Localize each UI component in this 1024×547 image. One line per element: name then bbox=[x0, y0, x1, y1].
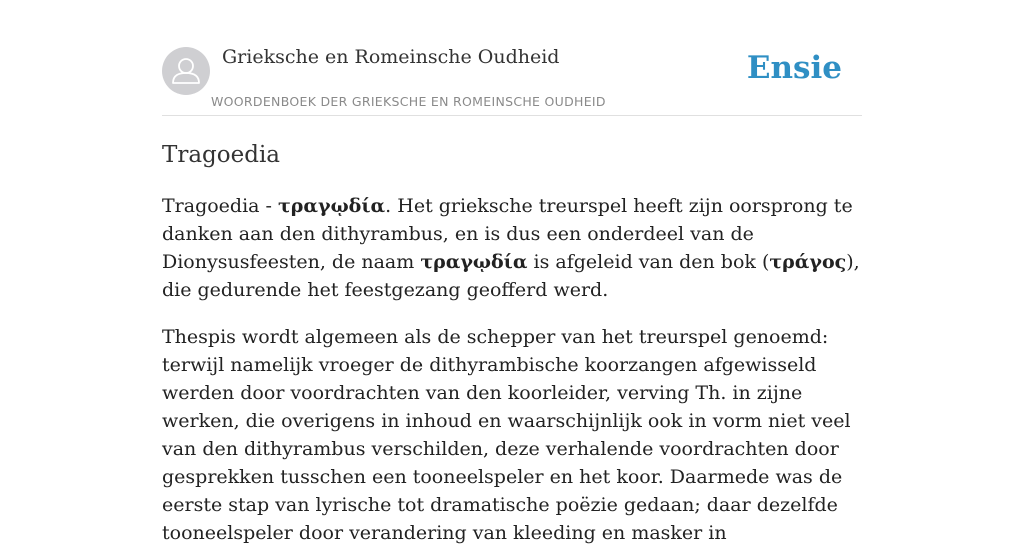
greek-term: τραγῳδία bbox=[420, 251, 528, 273]
site-subtitle: WOORDENBOEK DER GRIEKSCHE EN ROMEINSCHE OUDHEID bbox=[211, 94, 606, 109]
site-header bbox=[162, 44, 862, 116]
page-title: Tragoedia bbox=[162, 142, 281, 168]
paragraph-text: ), die gedurende het feestgezang geofferd werd. bbox=[162, 251, 860, 301]
article-paragraph-1 bbox=[162, 192, 862, 304]
user-icon bbox=[162, 47, 210, 95]
site-title[interactable]: Grieksche en Romeinsche Oudheid bbox=[222, 46, 560, 68]
greek-term: τράγος bbox=[769, 251, 847, 273]
greek-term: τραγῳδία bbox=[278, 195, 386, 217]
avatar[interactable] bbox=[162, 47, 210, 95]
paragraph-text: . Het grieksche treurspel heeft zijn oorsprong te danken aan den dithyrambus, en is dus een onderdeel van de Dionysusfeesten, de naam bbox=[162, 195, 853, 273]
paragraph-text: is afgeleid van den bok ( bbox=[527, 251, 770, 273]
paragraph-text: Tragoedia - bbox=[162, 195, 278, 217]
article-paragraph-2: Thespis wordt algemeen als de schepper van het treurspel genoemd: terwijl namelijk vroeger de dithyrambische koorzangen afgewisseld werden door voordrachten van den koorleider, verving Th. in zijne werken, die overigens in inhoud en waarschijnlijk ook in vorm niet veel van den dithyrambus verschilden, deze verhalende voordrachten door gesprekken tusschen een tooneelspeler en het koor. Daarmede was de eerste stap van lyrische tot dramatische poëzie gedaan; daar dezelfde tooneelspeler door verandering van kleeding en masker in bbox=[162, 326, 851, 544]
article bbox=[162, 138, 862, 547]
brand-logo[interactable]: Ensie bbox=[746, 50, 842, 86]
